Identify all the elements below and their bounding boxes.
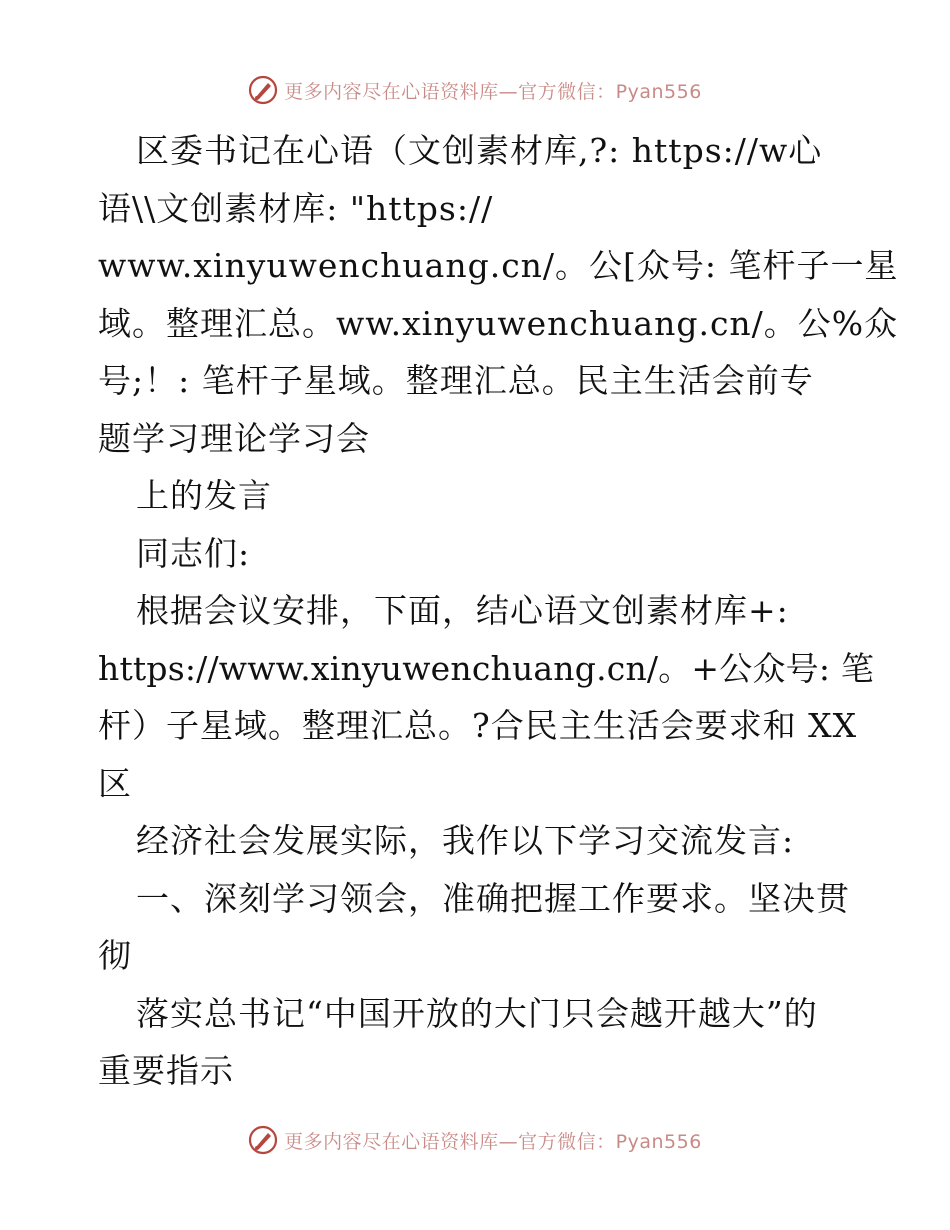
text-line: 一、深刻学习领会，准确把握工作要求。坚决贯 [136,878,850,918]
text-line: 语\\文创素材库: "https:// [98,188,494,228]
text-line: 号;！: 笔杆子星域。整理汇总。民主生活会前专 [98,361,814,400]
text-line: 彻 [98,936,132,975]
text-line: www.xinyuwenchuang.cn/。公[众号: 笔杆子一星 [98,246,899,285]
text-line: 上的发言 [136,476,272,515]
text-line: 落实总书记“中国开放的大门只会越开越大”的 [136,993,818,1033]
text-line: 域。整理汇总。ww.xinyuwenchuang.cn/。公%众 [98,303,899,343]
text-line: 区 [98,763,132,803]
header-watermark-banner [0,70,950,110]
footer-watermark-text: 更多内容尽在心语资料库—官方微信：Pyan556 [284,1130,702,1153]
document-body [98,122,899,1100]
text-line: 根据会议安排，下面，结心语文创素材库+: [136,591,789,630]
text-line: 经济社会发展实际，我作以下学习交流发言: [136,821,795,860]
text-line: 重要指示 [98,1051,234,1090]
pen-logo-icon [248,75,278,105]
text-line: 题学习理论学习会 [98,418,370,458]
text-line: 同志们: [136,533,251,573]
text-line: 杆）子星域。整理汇总。?合民主生活会要求和 XX [98,706,858,745]
text-line: 区委书记在心语（文创素材库,?: https://w心 [136,131,823,170]
header-watermark-text: 更多内容尽在心语资料库—官方微信：Pyan556 [284,80,702,103]
footer-watermark-banner [0,1120,950,1160]
text-line: https://www.xinyuwenchuang.cn/。+公众号: 笔 [98,648,875,688]
pen-logo-icon [248,1125,278,1155]
